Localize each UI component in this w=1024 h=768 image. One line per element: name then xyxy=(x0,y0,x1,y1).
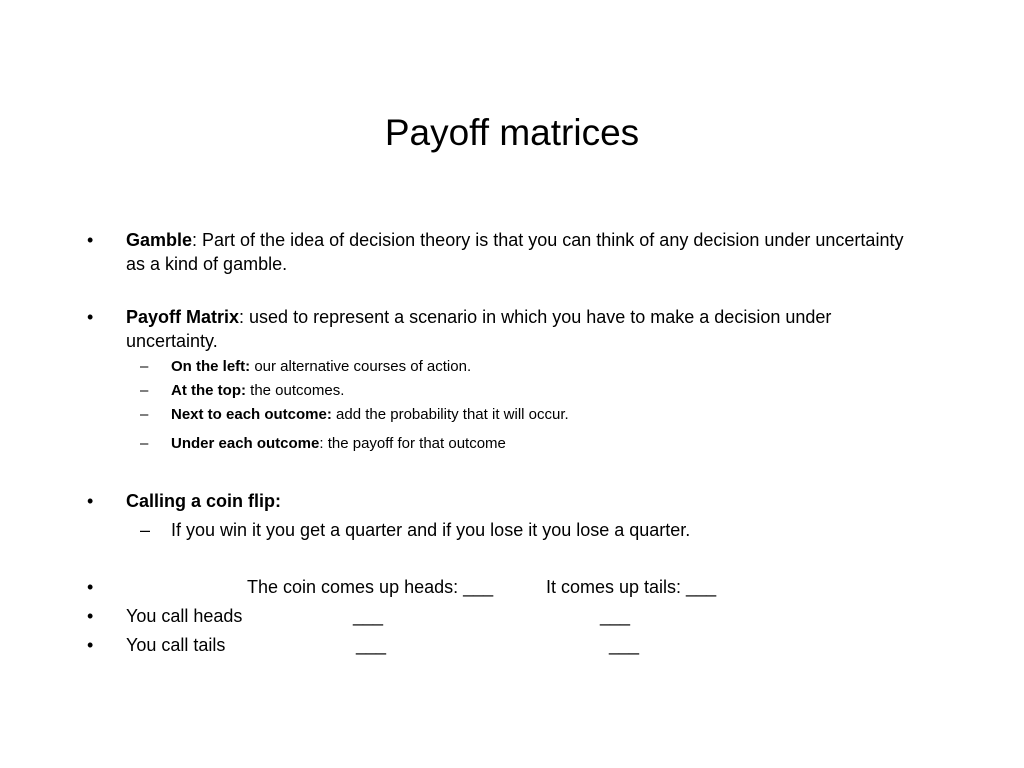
cell-heads: ___ xyxy=(356,635,387,655)
bullet-marker: • xyxy=(87,606,94,626)
dash-marker: – xyxy=(140,435,149,452)
cell-heads: ___ xyxy=(353,606,384,626)
subitem-next-to-each-outcome xyxy=(140,405,931,425)
subitem-text: If you win it you get a quarter and if you lose it you lose a quarter. xyxy=(171,520,691,540)
bullet-marker: • xyxy=(87,307,94,327)
bullet-marker: • xyxy=(87,230,94,250)
bullet-text: : used to represent a scenario in which you have to make a decision under uncertainty. xyxy=(126,307,832,351)
bullet-term: Payoff Matrix xyxy=(126,307,240,327)
header-heads: The coin comes up heads: ___ xyxy=(247,577,494,597)
bullet-term: Gamble xyxy=(126,230,193,250)
subitem-coin-flip-rule xyxy=(140,518,931,542)
subitem-under-each-outcome xyxy=(140,434,931,454)
subitem-term: On the left: xyxy=(171,358,251,375)
bullet-calling-coin-flip xyxy=(87,489,926,513)
row-label: You call tails xyxy=(126,635,226,655)
subitem-on-the-left xyxy=(140,357,931,377)
dash-marker: – xyxy=(140,520,151,540)
bullet-marker: • xyxy=(87,491,94,511)
bullet-marker: • xyxy=(87,577,94,597)
subitem-text: our alternative courses of action. xyxy=(250,358,472,375)
subitem-at-the-top xyxy=(140,381,931,401)
bullet-term: Calling a coin flip: xyxy=(126,491,282,511)
subitem-term: Under each outcome xyxy=(171,435,320,452)
header-tails: It comes up tails: ___ xyxy=(546,577,717,597)
subitem-text: : the payoff for that outcome xyxy=(319,435,506,452)
bullet-gamble xyxy=(87,228,926,276)
row-label: You call heads xyxy=(126,606,243,626)
dash-marker: – xyxy=(140,382,149,399)
subitem-term: At the top: xyxy=(171,382,246,399)
bullet-text: : Part of the idea of decision theory is that you can think of any decision under uncertainty as a kind of gamble. xyxy=(126,230,904,274)
subitem-term: Next to each outcome: xyxy=(171,406,332,423)
subitem-text: the outcomes. xyxy=(245,382,345,399)
dash-marker: – xyxy=(140,406,149,423)
cell-tails: ___ xyxy=(609,635,640,655)
dash-marker: – xyxy=(140,358,149,375)
bullet-marker: • xyxy=(87,635,94,655)
slide-title: Payoff matrices xyxy=(384,112,640,153)
subitem-text: add the probability that it will occur. xyxy=(331,406,569,423)
cell-tails: ___ xyxy=(600,606,631,626)
bullet-payoff-matrix xyxy=(87,305,926,353)
